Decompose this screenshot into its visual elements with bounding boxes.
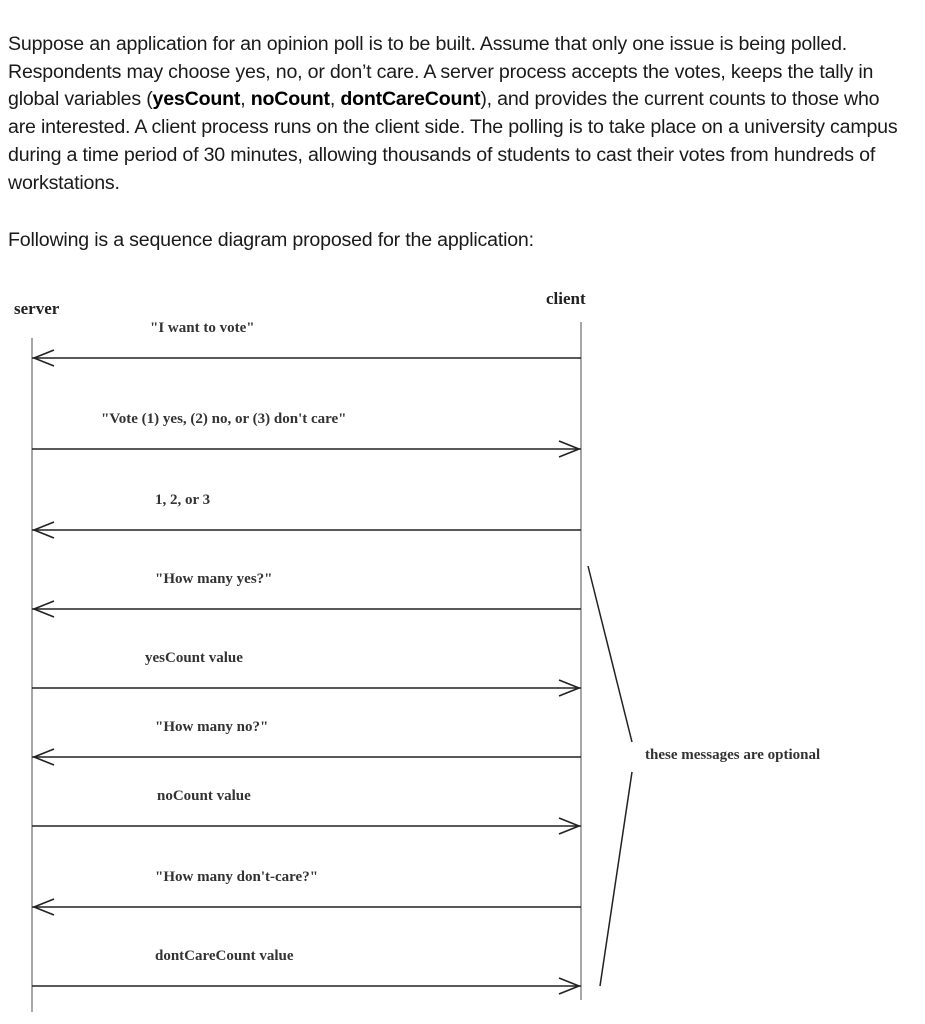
message-label: "How many no?" [155,719,269,735]
message-label: noCount value [157,788,251,804]
optional-brace-top [588,566,632,742]
intro-sep-2: , [329,88,341,111]
optional-brace-bottom [600,772,632,986]
diagram-lead-in: Following is a sequence diagram proposed for the application: [8,229,534,251]
server-label: server [14,299,60,318]
message-label: yesCount value [145,650,243,666]
var-yescount: yesCount [152,88,241,111]
message-8 [32,869,581,915]
message-label: "Vote (1) yes, (2) no, or (3) don't care" [101,411,347,427]
message-label: "I want to vote" [150,320,255,336]
message-9 [32,948,581,994]
message-label: 1, 2, or 3 [155,492,211,508]
message-label: dontCareCount value [155,948,294,964]
message-5 [32,650,581,696]
intro-sep-1: , [240,88,251,111]
optional-note: these messages are optional [645,747,821,763]
message-4 [32,571,581,617]
client-label: client [546,289,586,308]
message-6 [32,719,581,765]
message-label: "How many yes?" [155,571,273,587]
var-dontcarecount: dontCareCount [340,88,481,111]
intro-text-2: ), and provides the current counts to those who are interested. A client process runs on the client side. The polling is to take place on a university campus during a time period of 30 minutes, allowing thousands of students to cast their votes from hundreds of workstations. [8,88,898,194]
message-2 [32,411,581,457]
message-1 [32,320,581,366]
var-nocount: noCount [250,88,330,111]
intro-text-1: Suppose an application for an opinion poll is to be built. Assume that only one issue is being polled. Respondents may choose yes, no, or don’t care. A server process accepts the votes, keeps the tally in global variables ( [8,33,874,111]
message-label: "How many don't-care?" [155,869,319,885]
message-list [32,320,581,994]
message-3 [32,492,581,538]
message-7 [32,788,581,834]
